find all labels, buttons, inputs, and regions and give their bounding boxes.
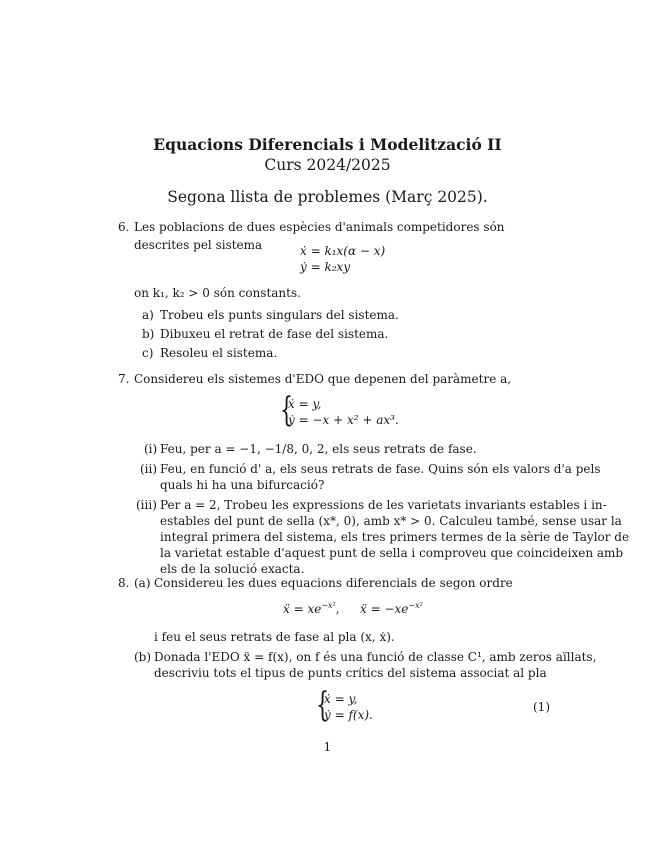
problem-7-eq2: ẏ = −x + x² + ax³. (288, 413, 399, 427)
problem-8-a-eq-separator: , (335, 602, 340, 616)
problem-7-item-iii-line4: la varietat estable d'aquest punt de sella i comproveu que coincideixen amb (160, 546, 624, 560)
problem-8-part-a-label: (a) (134, 576, 151, 590)
problem-8-part-a-after: i feu el seus retrats de fase al pla (x, ẋ). (154, 630, 395, 644)
problem-8-part-b-line1: Donada l'EDO ẍ = f(x), on f és una funció de classe C¹, amb zeros aïllats, (154, 650, 597, 664)
problem-8-a-eq2-exponent: −x² (408, 601, 423, 610)
problem-6-item-a-text: Trobeu els punts singulars del sistema. (160, 308, 399, 322)
problem-7-item-ii-line2: quals hi ha una bifurcació? (160, 478, 325, 492)
problem-7-item-ii-line1: Feu, en funció d' a, els seus retrats de fase. Quins són els valors d'a pels (160, 462, 601, 476)
problem-6-eq2: ẏ = k₂xy (300, 260, 351, 274)
problem-8-part-b-label: (b) (134, 650, 152, 664)
problem-7-item-i-line1: Feu, per a = −1, −1/8, 0, 2, els seus retrats de fase. (160, 442, 477, 456)
document-title: Equacions Diferencials i Modelització II (153, 135, 502, 154)
problem-8-part-a-intro: Considereu les dues equacions diferencials de segon ordre (154, 576, 513, 590)
problem-7-item-iii-line2: estables del punt de sella (x*, 0), amb x* > 0. Calculeu també, sense usar la (160, 514, 622, 528)
problem-7-item-iii-line5: els de la solució exacta. (160, 562, 305, 576)
problem-7-item-iii-label: (iii) (136, 498, 157, 512)
problem-8-part-b-line2: descriviu tots el tipus de punts crítics del sistema associat al pla (154, 666, 547, 680)
equation-number: (1) (533, 700, 550, 714)
problem-8-a-eq2-base: ẍ = −xe (360, 602, 409, 616)
course-year: Curs 2024/2025 (264, 156, 391, 174)
problem-8-a-eq1-exponent: −x² (321, 601, 336, 610)
problem-7-intro: Considereu els sistemes d'EDO que depenen del paràmetre a, (134, 372, 512, 386)
problem-6-item-b-label: b) (142, 327, 155, 341)
problem-7-item-i-label: (i) (144, 442, 158, 456)
problem-8-a-eq1-base: ẍ = xe (283, 602, 322, 616)
problem-8-a-eq2 (360, 600, 423, 618)
problem-7-brace: { (280, 390, 293, 430)
problem-6-condition: on k₁, k₂ > 0 són constants. (134, 286, 301, 300)
problem-8-brace: { (316, 685, 329, 725)
problem-6-item-b-text: Dibuxeu el retrat de fase del sistema. (160, 327, 389, 341)
problem-6-intro: Les poblacions de dues espècies d'animals competidores són descrites pel sistema (134, 220, 505, 252)
problem-7-number: 7. (118, 372, 130, 386)
page-number: 1 (323, 740, 332, 754)
problem-8-b-eq2: ẏ = f(x). (324, 708, 373, 722)
problem-7-eq1: ẋ = y, (288, 397, 322, 411)
problem-8-number: 8. (118, 576, 130, 590)
problem-7-item-iii-line1: Per a = 2, Trobeu les expressions de les varietats invariants estables i in- (160, 498, 607, 512)
problem-6-item-a-label: a) (142, 308, 154, 322)
list-subtitle: Segona llista de problemes (Març 2025). (167, 188, 488, 206)
problem-8-a-eq1 (283, 600, 340, 618)
problem-6-item-c-text: Resoleu el sistema. (160, 346, 278, 360)
problem-7-item-ii-label: (ii) (140, 462, 158, 476)
problem-6-number: 6. (118, 220, 130, 234)
problem-6-item-c-label: c) (142, 346, 154, 360)
problem-6-eq1: ẋ = k₁x(α − x) (300, 244, 386, 258)
problem-7-item-iii-line3: integral primera del sistema, els tres primers termes de la sèrie de Taylor de (160, 530, 630, 544)
problem-8-b-eq1: ẋ = y, (324, 692, 358, 706)
